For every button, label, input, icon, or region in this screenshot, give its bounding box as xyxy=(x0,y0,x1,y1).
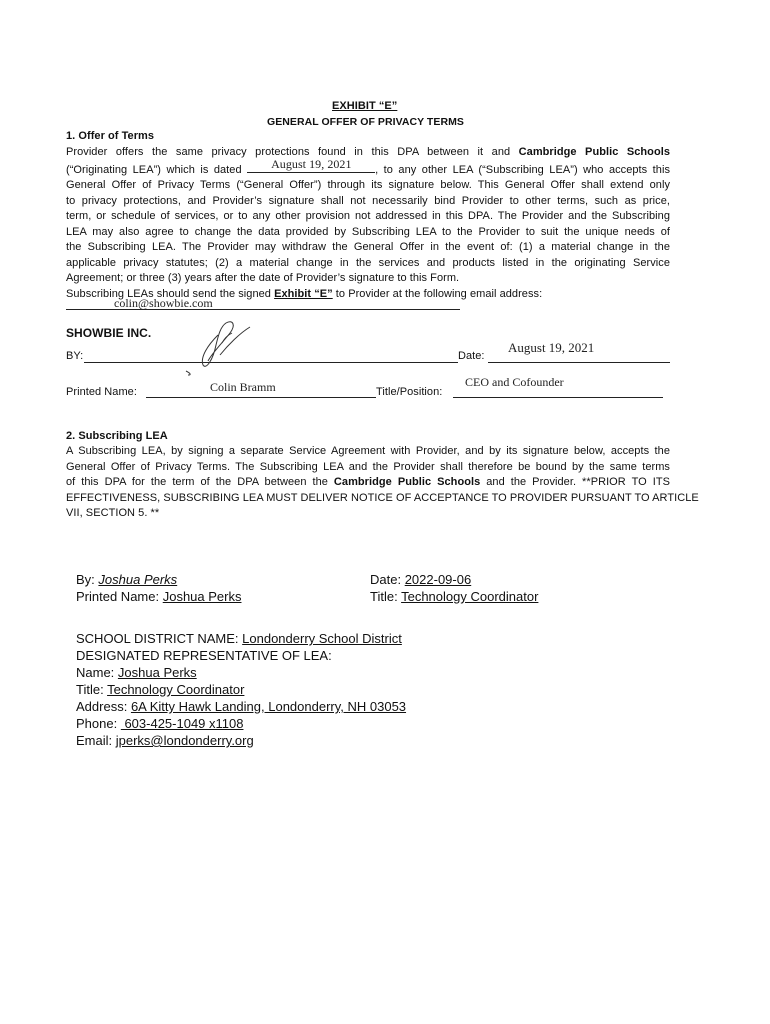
provider-title-line xyxy=(453,397,663,398)
provider-title-label: Title/Position: xyxy=(376,386,443,398)
section2-originating-lea: Cambridge Public Schools xyxy=(333,476,481,488)
school-district-value: Londonderry School District xyxy=(242,631,402,646)
provider-printed-name-value: Colin Bramm xyxy=(210,380,276,394)
subscriber-printed-name-row: Printed Name: Joshua Perks xyxy=(76,589,242,604)
section2-line1: A Subscribing LEA, by signing a separate Service Agreement with Provider, and by its signature below, accepts the xyxy=(66,445,670,457)
rep-name-row: Name: Joshua Perks xyxy=(76,665,197,680)
provider-date-value: August 19, 2021 xyxy=(508,340,595,355)
section2-line4: EFFECTIVENESS, SUBSCRIBING LEA MUST DELIVER NOTICE OF ACCEPTANCE TO PROVIDER PURSUANT TO ARTICLE xyxy=(66,491,699,504)
subscriber-by-row: By: Joshua Perks xyxy=(76,572,178,587)
provider-date-line xyxy=(488,362,670,363)
provider-by-label: BY: xyxy=(66,350,84,362)
provider-printed-name-line xyxy=(146,397,376,398)
section1-line8: applicable privacy statutes; (2) a material change in the services and products listed in the originating Service xyxy=(66,256,670,269)
subscriber-title-value: Technology Coordinator xyxy=(401,589,539,604)
designated-rep-heading: DESIGNATED REPRESENTATIVE OF LEA: xyxy=(76,648,332,663)
provider-signature-line xyxy=(84,362,458,363)
rep-email-row: Email: jperks@londonderry.org xyxy=(76,733,254,748)
rep-phone-row: Phone: 603-425-1049 x1108 xyxy=(76,716,244,731)
section2-body xyxy=(66,444,699,522)
rep-title-value: Technology Coordinator xyxy=(107,682,245,697)
subscriber-title-row: Title: Technology Coordinator xyxy=(370,589,539,604)
rep-phone-value: 603-425-1049 x1108 xyxy=(120,716,244,731)
rep-title-row: Title: Technology Coordinator xyxy=(76,682,245,697)
offer-date-field xyxy=(247,156,375,173)
provider-email-value: colin@showbie.com xyxy=(114,296,213,310)
section1-line9: Agreement; or three (3) years after the date of Provider’s signature to this Form. xyxy=(66,272,460,284)
subscriber-printed-name-value: Joshua Perks xyxy=(162,589,242,604)
provider-company-name: SHOWBIE INC. xyxy=(66,326,152,340)
originating-lea-name: Cambridge Public Schools xyxy=(518,146,670,158)
section1-line3: General Offer of Privacy Terms (“General Offer”) through its signature below. This General Offer shall extend only xyxy=(66,179,670,191)
offer-date-value: August 19, 2021 xyxy=(271,156,352,171)
school-district-row: SCHOOL DISTRICT NAME: Londonderry School District xyxy=(76,631,402,646)
exhibit-e-ref: Exhibit “E” xyxy=(274,287,333,300)
section1-line2: (“Originating LEA”) which is dated August 19, 2021 , to any other LEA (“Subscribing LEA”) who accepts this xyxy=(66,156,670,176)
section1-body xyxy=(66,145,670,302)
rep-name-value: Joshua Perks xyxy=(117,665,197,680)
section1-line1: Provider offers the same privacy protections found in this DPA between it and Cambridge Public Schools xyxy=(66,146,670,158)
exhibit-title: EXHIBIT “E” xyxy=(332,100,398,112)
section1-send-line: Subscribing LEAs should send the signed Exhibit “E” to Provider at the following email address: xyxy=(66,287,543,300)
provider-date-label: Date: xyxy=(458,350,485,362)
provider-printed-name-label: Printed Name: xyxy=(66,386,137,398)
section1-heading: 1. Offer of Terms xyxy=(66,130,155,142)
section1-line6: LEA may also agree to change the data provided by Subscribing LEA to the Provider to suit the unique needs of xyxy=(66,225,670,238)
section2-line2: General Offer of Privacy Terms. The Subscribing LEA and the Provider shall therefore be bound by the same terms xyxy=(66,460,670,473)
rep-email-value: jperks@londonderry.org xyxy=(115,733,254,748)
subscriber-date-row: Date: 2022-09-06 xyxy=(370,572,472,587)
rep-address-value: 6A Kitty Hawk Landing, Londonderry, NH 03053 xyxy=(130,699,407,714)
section2-line5: VII, SECTION 5. ** xyxy=(66,507,160,519)
provider-title-value: CEO and Cofounder xyxy=(465,375,564,389)
section2-line3: of this DPA for the term of the DPA between the Cambridge Public Schools and the Provider. **PRIOR TO ITS xyxy=(66,476,671,488)
section2-heading: 2. Subscribing LEA xyxy=(66,430,168,442)
exhibit-subtitle: GENERAL OFFER OF PRIVACY TERMS xyxy=(267,116,464,128)
section1-line5: term, or schedule of services, or to any other provision not addressed in this DPA. The Provider and the Subscribing xyxy=(66,210,670,222)
section1-line7: the Subscribing LEA. The Provider may withdraw the General Offer in the event of: (1) a material change in the xyxy=(66,241,670,253)
subscriber-by-value: Joshua Perks xyxy=(98,572,178,587)
section1-line4: to privacy protections, and Provider’s signature shall not necessarily bind Provider to other terms, such as price, xyxy=(66,194,670,207)
provider-signature-image xyxy=(178,315,258,377)
rep-address-row: Address: 6A Kitty Hawk Landing, Londonderry, NH 03053 xyxy=(76,699,407,714)
subscriber-date-value: 2022-09-06 xyxy=(404,572,472,587)
